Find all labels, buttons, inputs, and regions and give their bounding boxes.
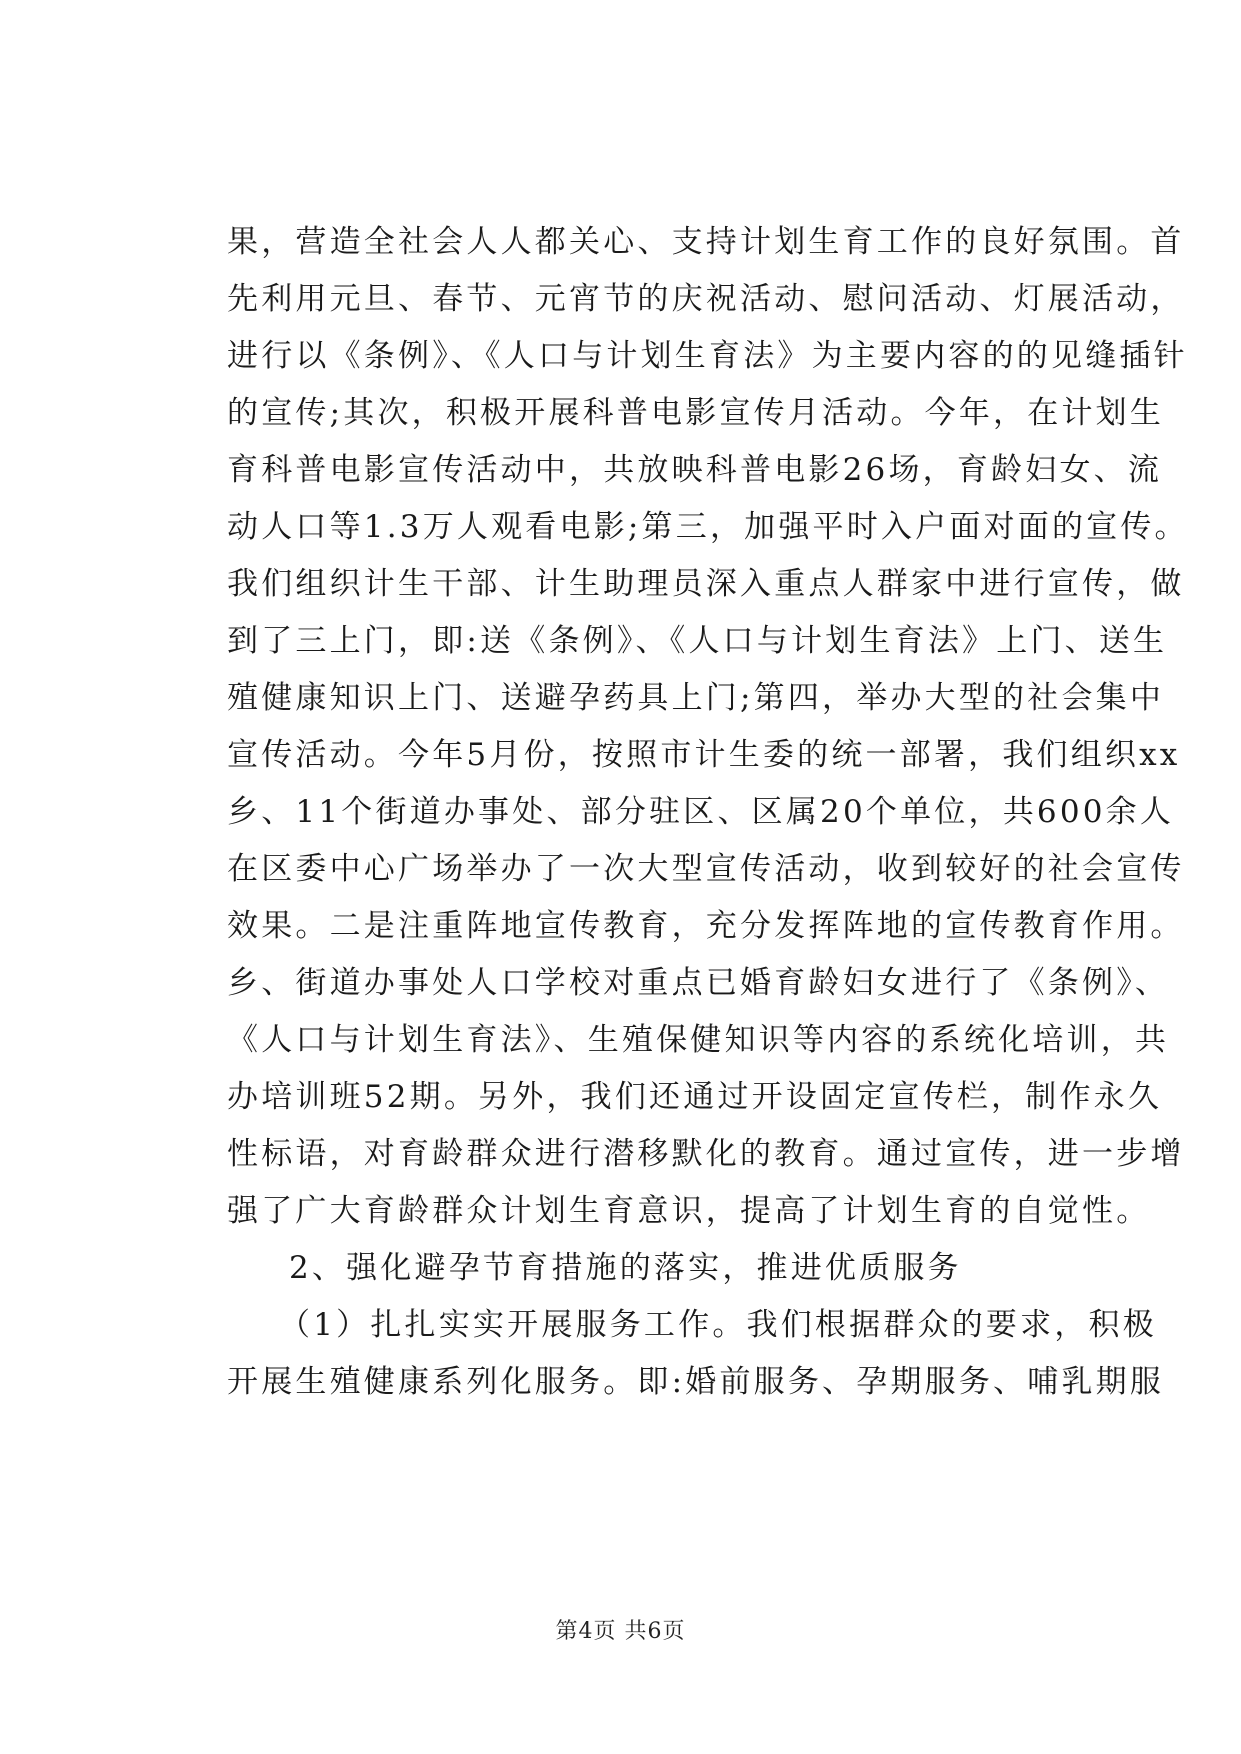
paragraph-line: 先利用元旦、春节、元宵节的庆祝活动、慰问活动、灯展活动， bbox=[227, 281, 1185, 317]
paragraph-line: 进行以《条例》、《人口与计划生育法》为主要内容的的见缝插针 bbox=[227, 338, 1188, 374]
paragraph-line: 到了三上门，即:送《条例》、《人口与计划生育法》上门、送生 bbox=[227, 623, 1168, 659]
paragraph-line: 办培训班52期。另外，我们还通过开设固定宣传栏，制作永久 bbox=[227, 1079, 1163, 1115]
paragraph-line: 开展生殖健康系列化服务。即:婚前服务、孕期服务、哺乳期服 bbox=[227, 1364, 1165, 1400]
paragraph-line: 宣传活动。今年5月份，按照市计生委的统一部署，我们组织xx bbox=[227, 737, 1181, 773]
paragraph-line: 效果。二是注重阵地宣传教育，充分发挥阵地的宣传教育作用。 bbox=[227, 908, 1185, 944]
section-heading: 2、强化避孕节育措施的落实，推进优质服务 bbox=[289, 1250, 962, 1286]
paragraph-line: 果，营造全社会人人都关心、支持计划生育工作的良好氛围。首 bbox=[227, 224, 1185, 260]
paragraph-line: 在区委中心广场举办了一次大型宣传活动，收到较好的社会宣传 bbox=[227, 851, 1185, 887]
paragraph-line: 我们组织计生干部、计生助理员深入重点人群家中进行宣传，做 bbox=[227, 566, 1185, 602]
subsection-line: （1）扎扎实实开展服务工作。我们根据群众的要求，积极 bbox=[279, 1307, 1157, 1343]
paragraph-line: 育科普电影宣传活动中，共放映科普电影26场，育龄妇女、流 bbox=[227, 452, 1163, 488]
paragraph-line: 的宣传;其次，积极开展科普电影宣传月活动。今年，在计划生 bbox=[227, 395, 1165, 431]
paragraph-line: 《人口与计划生育法》、生殖保健知识等内容的系统化培训，共 bbox=[227, 1022, 1170, 1058]
paragraph-line: 动人口等1.3万人观看电影;第三，加强平时入户面对面的宣传。 bbox=[227, 509, 1189, 545]
paragraph-line: 乡、街道办事处人口学校对重点已婚育龄妇女进行了《条例》、 bbox=[227, 965, 1170, 1001]
paragraph-line: 乡、11个街道办事处、部分驻区、区属20个单位，共600余人 bbox=[227, 794, 1175, 830]
paragraph-line: 殖健康知识上门、送避孕药具上门;第四，举办大型的社会集中 bbox=[227, 680, 1165, 716]
page-footer: 第4页 共6页 bbox=[555, 1619, 686, 1644]
paragraph-line: 性标语，对育龄群众进行潜移默化的教育。通过宣传，进一步增 bbox=[227, 1136, 1185, 1172]
paragraph-line: 强了广大育龄群众计划生育意识，提高了计划生育的自觉性。 bbox=[227, 1193, 1151, 1229]
